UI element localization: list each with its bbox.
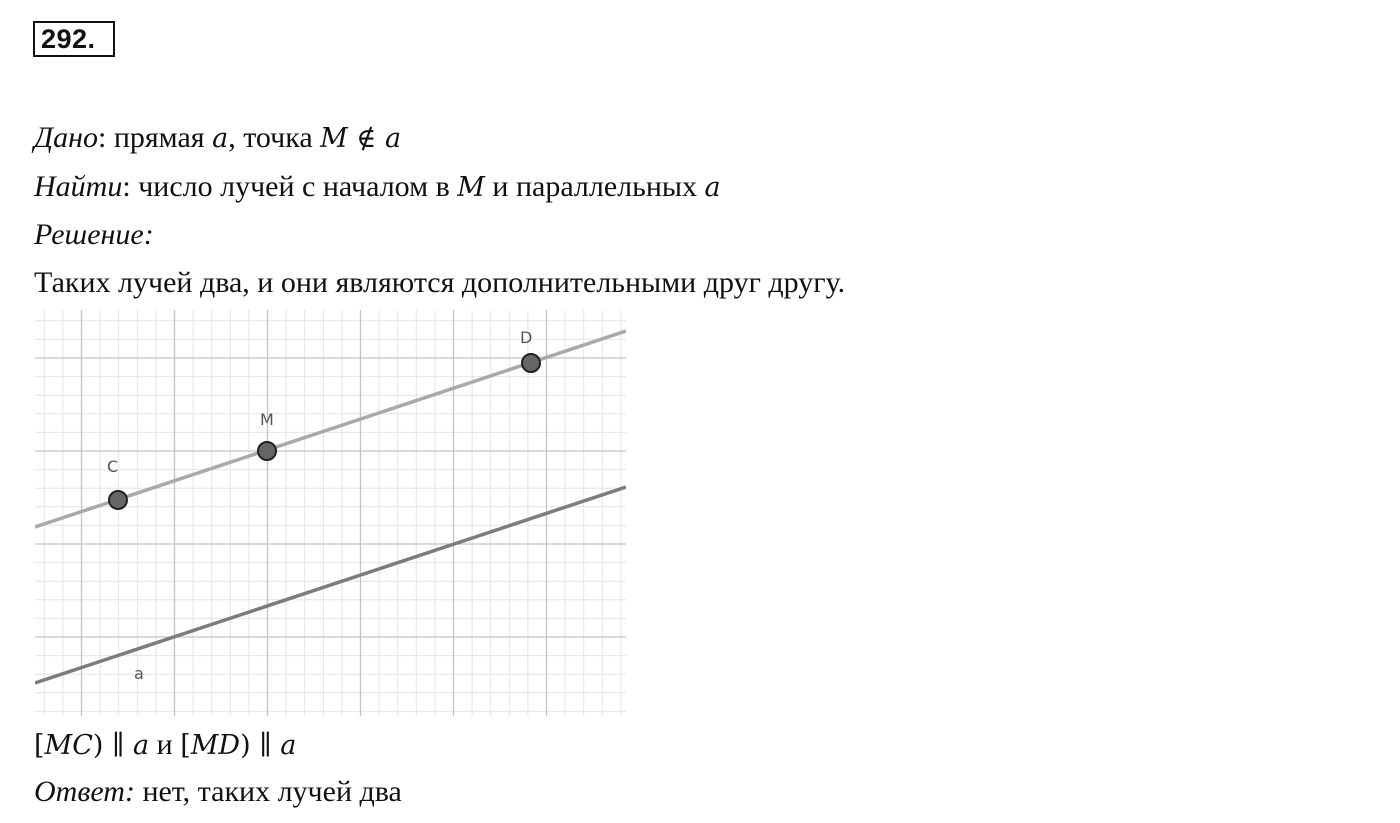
problem-number: 292. <box>33 21 115 57</box>
ray-MC: MC <box>44 730 93 761</box>
solution-label: Решение: <box>34 218 154 251</box>
given-var-a-2: a <box>384 123 402 154</box>
answer-text: нет, таких лучей два <box>134 775 402 808</box>
point-D-label: D <box>520 328 533 347</box>
relation-bracket-2: [ <box>180 730 191 761</box>
find-var-M: M <box>457 172 485 203</box>
relation-and: и <box>149 728 181 761</box>
find-label: Найти <box>34 170 123 203</box>
parallel-symbol-2: ∥ <box>250 730 281 761</box>
relation-var-a-2: a <box>280 730 297 761</box>
ray-MD: MD <box>190 730 241 761</box>
point-D <box>522 354 540 372</box>
point-M <box>258 442 276 460</box>
solution-statement: Таких лучей два, и они являются дополнительными друг другу. <box>34 266 846 299</box>
find-text-1: число лучей с началом в <box>130 170 458 203</box>
answer-label: Ответ: <box>34 775 135 808</box>
geometry-figure <box>35 310 626 716</box>
given-text-1: прямая <box>106 121 213 154</box>
relation-bracket-1: [ <box>34 730 45 761</box>
given-line <box>34 120 401 157</box>
find-line <box>34 169 721 206</box>
relation-var-a-1: a <box>133 730 150 761</box>
relation-paren-2: ) <box>240 730 251 761</box>
relation-paren-1: ) <box>92 730 104 761</box>
given-label: Дано <box>34 121 98 154</box>
answer-line <box>34 774 402 810</box>
line-a-label: a <box>134 664 144 683</box>
given-var-M: M <box>320 123 348 154</box>
given-text-2: , точка <box>228 121 321 154</box>
relation-line <box>34 727 296 764</box>
given-notin-symbol: ∉ <box>347 123 385 154</box>
parallel-symbol-1: ∥ <box>103 730 134 761</box>
find-text-2: и параллельных <box>484 170 705 203</box>
find-colon: : <box>122 170 131 203</box>
point-C <box>109 491 127 509</box>
given-var-a: a <box>212 123 229 154</box>
geometry-figure-svg <box>35 310 626 716</box>
find-var-a: a <box>704 172 721 203</box>
given-colon: : <box>97 121 107 154</box>
line-a <box>35 487 626 683</box>
point-C-label: C <box>107 457 119 476</box>
point-M-label: M <box>260 410 274 429</box>
